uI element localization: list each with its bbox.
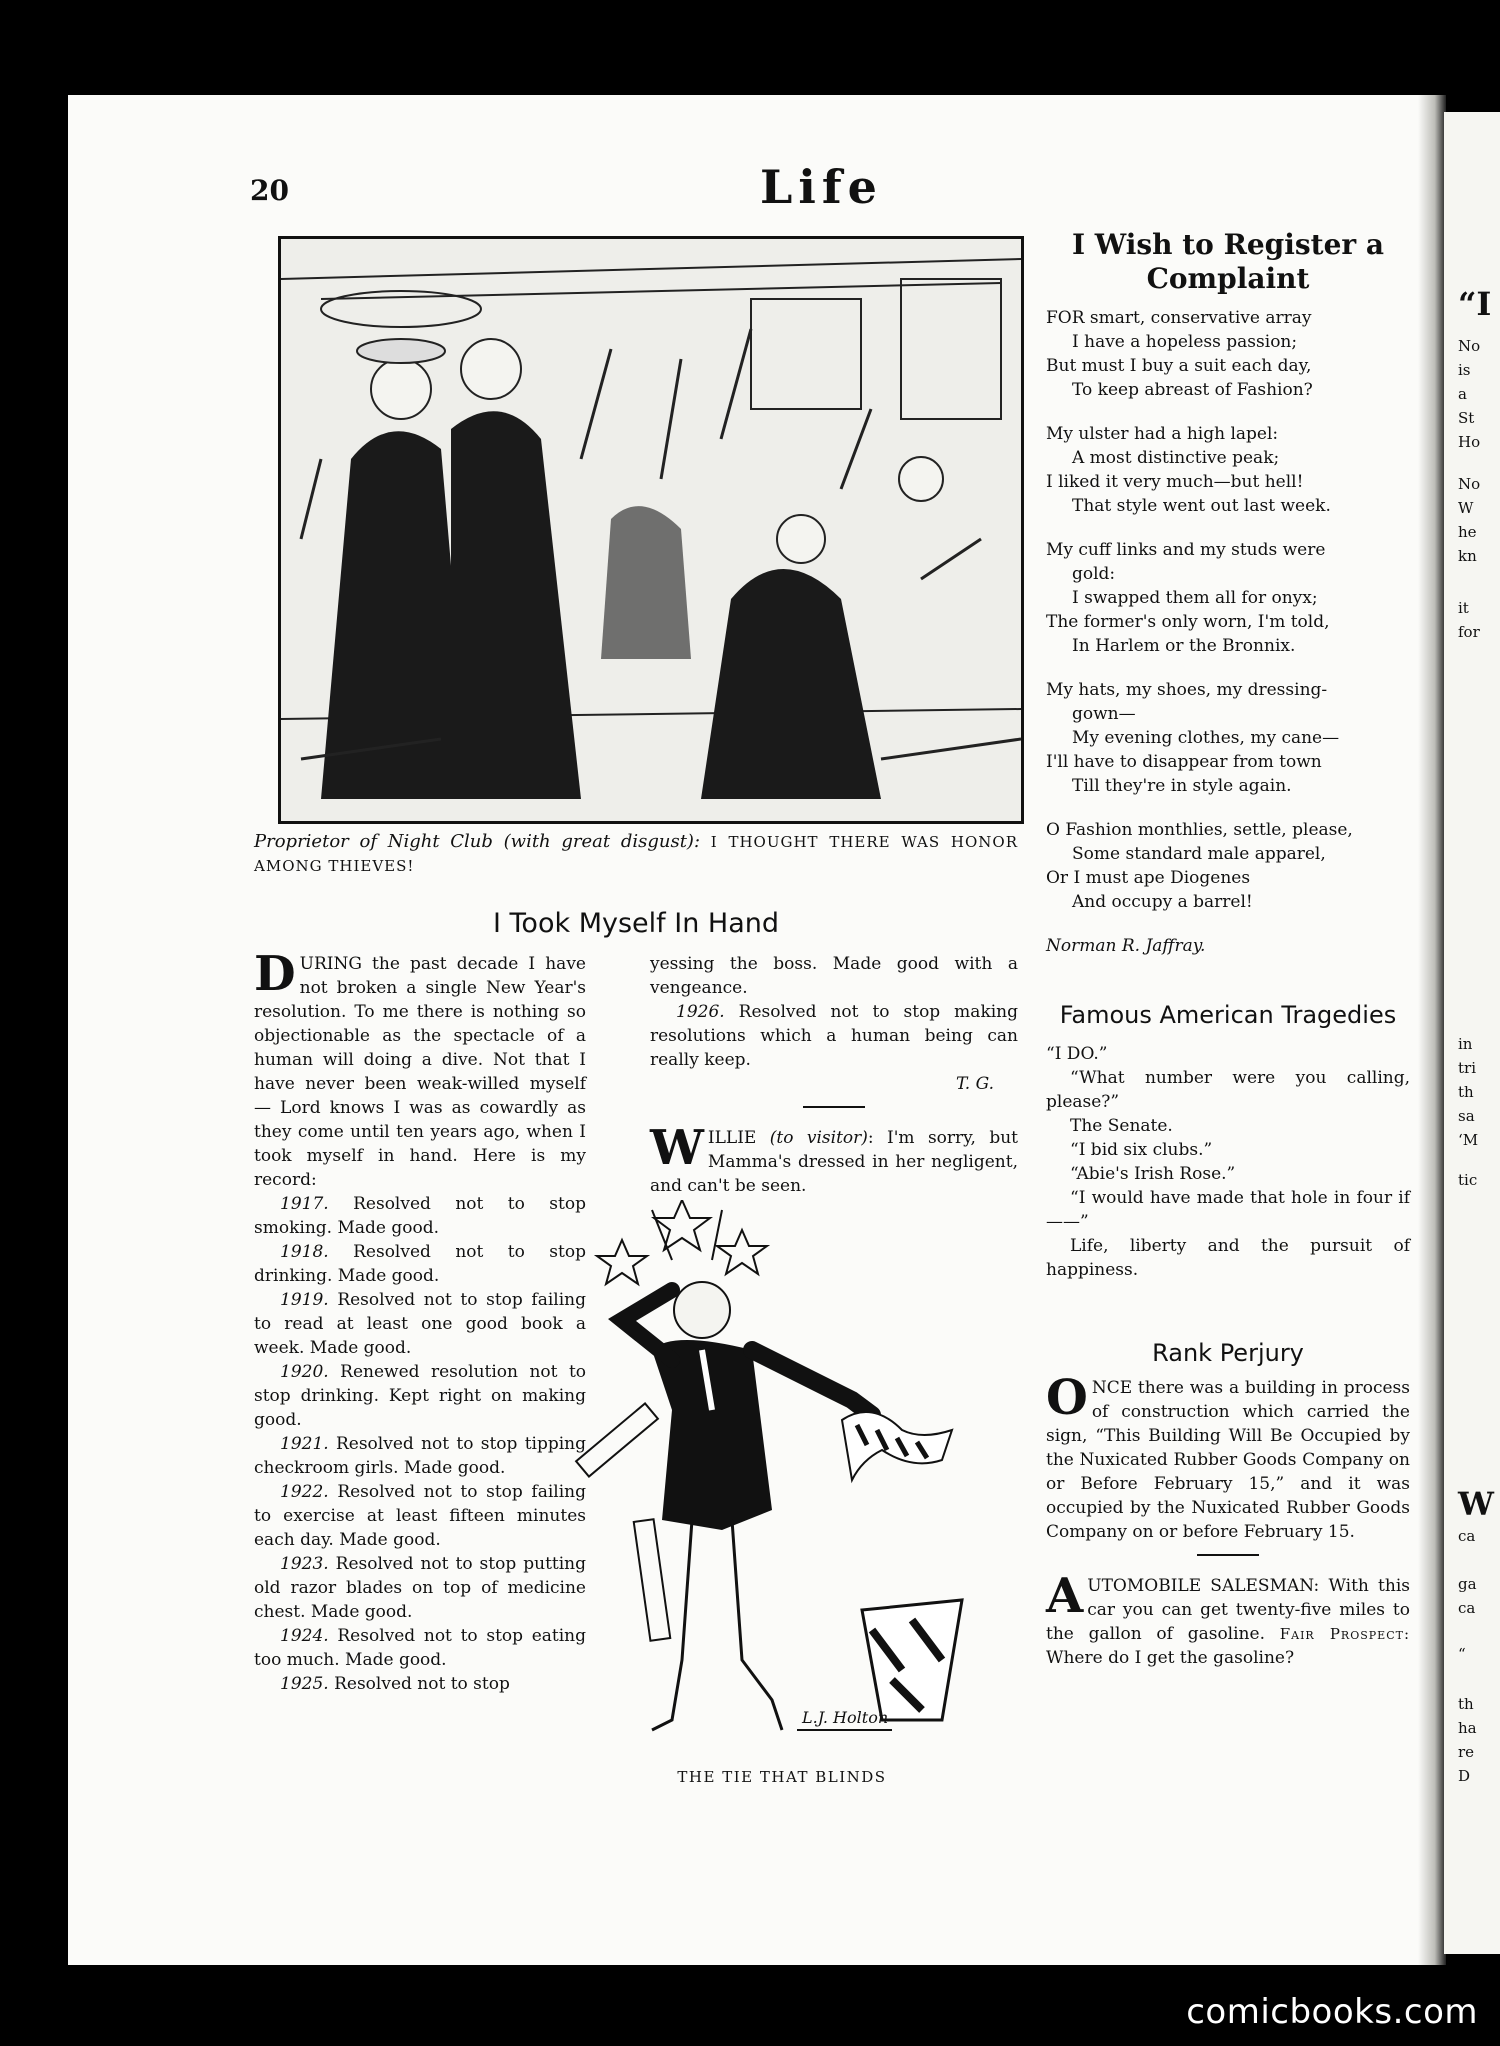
resolution-text: Resolved not to stop failing to exercise at least fifteen minutes each day. Made good. <box>254 1482 586 1550</box>
article-intro: URING the past decade I have not broken a single New Year's resolution. To me there is nothing so objectionable as the spectacle of a human will doing a dive. Not that I have never been weak-willed myself — Lord knows I was as cowardly as they come until ten years ago, when I took myself in hand. Here is my record: <box>254 954 586 1190</box>
poem-body <box>1046 306 1410 914</box>
adjacent-page-fragment: re <box>1458 1743 1475 1761</box>
adjacent-page-fragment: tri <box>1458 1059 1476 1077</box>
adjacent-page-fragment: W <box>1458 499 1474 517</box>
adjacent-page-fragment: D <box>1458 1767 1471 1785</box>
adjacent-page-fragment: ha <box>1458 1719 1477 1737</box>
article-column-right <box>650 952 1018 1198</box>
perjury-section <box>1046 1338 1410 1670</box>
adjacent-page-fragment: ca <box>1458 1599 1476 1617</box>
resolution-year: 1925. <box>280 1674 335 1694</box>
perjury-title: Rank Perjury <box>1152 1339 1304 1367</box>
poem-line: I swapped them all for onyx; <box>1072 588 1318 608</box>
cartoon-caption <box>254 830 1018 878</box>
tragedies-title: Famous American Tragedies <box>1059 1001 1397 1029</box>
resolution-entry <box>254 1360 586 1432</box>
adjacent-page-fragment: sa <box>1458 1107 1475 1125</box>
watermark: comicbooks.com <box>1186 1992 1478 2032</box>
adjacent-page-fragment: No <box>1458 475 1481 493</box>
adjacent-page-edge <box>1444 112 1500 1954</box>
resolution-text: Resolved not to stop putting old razor blades on top of medicine chest. Made good. <box>254 1554 586 1622</box>
caption-speaker: Proprietor of Night Club (with great disgust): <box>254 831 701 852</box>
entry-1926: Resolved not to stop making resolutions which a human being can really keep. <box>650 1002 1019 1070</box>
resolution-text: Resolved not to stop tipping checkroom girls. Made good. <box>254 1434 586 1478</box>
poem-line: Some standard male apparel, <box>1072 844 1326 864</box>
poem-line: To keep abreast of Fashion? <box>1072 380 1313 400</box>
tie-illustration <box>572 1200 992 1770</box>
adjacent-page-fragment: in <box>1458 1035 1473 1053</box>
poem-line: But must I buy a suit each day, <box>1046 356 1312 376</box>
reply-label: Fair Prospect: <box>1279 1625 1410 1643</box>
adjacent-page-fragment: W <box>1458 1485 1494 1523</box>
poem-section <box>1046 228 1410 958</box>
resolution-year: 1921. <box>280 1434 336 1454</box>
resolution-year: 1922. <box>280 1482 338 1502</box>
poem-line: gold: <box>1072 564 1116 584</box>
article-column-left <box>254 946 587 1696</box>
adjacent-page-fragment: it <box>1458 599 1469 617</box>
poem-stanza <box>1046 306 1410 402</box>
resolution-text: Resolved not to stop smoking. Made good. <box>254 1194 586 1238</box>
caption-quote: I THOUGHT THERE WAS HONOR AMONG THIEVES! <box>254 833 1018 875</box>
adjacent-page-fragment: th <box>1458 1695 1474 1713</box>
adjacent-page-fragment: ‘M <box>1458 1131 1479 1149</box>
poem-line: I'll have to disappear from town <box>1046 752 1322 772</box>
drop-cap: D <box>254 946 296 1002</box>
drop-cap: O <box>1046 1370 1088 1426</box>
resolution-text: Resolved not to stop drinking. Made good. <box>254 1242 586 1286</box>
poem-line: In Harlem or the Bronnix. <box>1072 636 1296 656</box>
resolution-list <box>254 1192 586 1696</box>
tragedy-line: “I bid six clubs.” <box>1070 1140 1213 1160</box>
adjacent-page-fragment: St <box>1458 409 1475 427</box>
page-gutter <box>1418 95 1446 1965</box>
willie-stage-direction: (to visitor) <box>769 1128 868 1148</box>
tragedies-body <box>1046 1042 1410 1282</box>
adjacent-page-fragment: ca <box>1458 1527 1476 1545</box>
poem-stanza <box>1046 818 1410 914</box>
tragedy-line: “I DO.” <box>1046 1044 1108 1064</box>
poem-line: My evening clothes, my cane— <box>1072 728 1340 748</box>
poem-line: A most distinctive peak; <box>1072 448 1280 468</box>
adjacent-page-fragment: th <box>1458 1083 1474 1101</box>
resolution-entry <box>254 1552 586 1624</box>
poem-line: My ulster had a high lapel: <box>1046 424 1279 444</box>
poem-line: I have a hopeless passion; <box>1072 332 1298 352</box>
adjacent-page-fragment: he <box>1458 523 1477 541</box>
poem-line: And occupy a barrel! <box>1072 892 1253 912</box>
tragedy-line: “Abie's Irish Rose.” <box>1070 1164 1236 1184</box>
drop-cap: A <box>1046 1568 1084 1624</box>
tragedy-line: Life, liberty and the pursuit of happiness. <box>1046 1236 1410 1280</box>
resolution-text: Resolved not to stop eating too much. Made good. <box>254 1626 587 1670</box>
willie-name: ILLIE <box>707 1128 757 1148</box>
tragedy-line: The Senate. <box>1070 1116 1173 1136</box>
adjacent-page-fragment: tic <box>1458 1171 1478 1189</box>
poem-signature: Norman R. Jaffray. <box>1046 936 1206 956</box>
adjacent-page-fragment: is <box>1458 361 1471 379</box>
poem-line: gown— <box>1072 704 1136 724</box>
article-signature: T. G. <box>955 1074 994 1094</box>
adjacent-page-fragment: No <box>1458 337 1481 355</box>
adjacent-page-fragment: for <box>1458 623 1480 641</box>
poem-line: The former's only worn, I'm told, <box>1046 612 1330 632</box>
resolution-entry <box>254 1288 586 1360</box>
divider-rule <box>803 1106 865 1108</box>
poem-line: My cuff links and my studs were <box>1046 540 1326 560</box>
resolution-entry <box>254 1192 586 1240</box>
poem-line: Or I must ape Diogenes <box>1046 868 1251 888</box>
willie-line: : I'm sorry, but Mamma's dressed in her negligent, and can't be seen. <box>650 1128 1018 1196</box>
poem-line: My hats, my shoes, my dressing- <box>1046 680 1328 700</box>
adjacent-page-fragment: kn <box>1458 547 1477 565</box>
poem-line: FOR smart, conservative array <box>1046 308 1312 328</box>
divider-rule <box>1197 1554 1259 1556</box>
salesman-label: UTOMOBILE SALESMAN: <box>1087 1576 1320 1596</box>
resolution-year: 1923. <box>280 1554 336 1574</box>
resolution-entry <box>254 1432 586 1480</box>
night-club-cartoon <box>278 236 1024 824</box>
resolution-year: 1919. <box>280 1290 338 1310</box>
adjacent-page-fragment: ga <box>1458 1575 1477 1593</box>
resolution-text: Resolved not to stop <box>334 1674 510 1694</box>
resolution-entry <box>254 1240 586 1288</box>
artist-signature: L.J. Holton <box>802 1708 889 1727</box>
resolution-entry <box>254 1672 586 1696</box>
illustration-caption: THE TIE THAT BLINDS <box>677 1768 887 1786</box>
tragedies-section <box>1046 1000 1410 1282</box>
tragedy-line: “I would have made that hole in four if——” <box>1046 1188 1410 1232</box>
man-with-tie-drawing <box>572 1200 992 1770</box>
poem-stanza <box>1046 422 1410 518</box>
reply-text: Where do I get the gasoline? <box>1046 1648 1295 1668</box>
poem-line: I liked it very much—but hell! <box>1046 472 1304 492</box>
resolution-entry <box>254 1624 586 1672</box>
salesman-text: With this car you can get twenty-five miles to the gallon of gasoline. <box>1046 1576 1410 1644</box>
poem-line: O Fashion monthlies, settle, please, <box>1046 820 1353 840</box>
resolution-text: Resolved not to stop failing to read at least one good book a week. Made good. <box>254 1290 586 1358</box>
masthead: Life <box>760 160 883 214</box>
poem-stanza <box>1046 538 1410 658</box>
resolution-year: 1924. <box>280 1626 338 1646</box>
resolution-entry <box>254 1480 586 1552</box>
resolution-year: 1918. <box>280 1242 354 1262</box>
article-title-took-myself: I Took Myself In Hand <box>492 908 779 939</box>
poem-title: I Wish to Register a Complaint <box>1071 228 1385 295</box>
resolution-year: 1917. <box>280 1194 354 1214</box>
adjacent-page-fragment: “ <box>1458 1645 1466 1663</box>
poem-line: That style went out last week. <box>1072 496 1331 516</box>
resolution-text: Renewed resolution not to stop drinking. Kept right on making good. <box>254 1362 587 1430</box>
resolution-year: 1920. <box>280 1362 341 1382</box>
adjacent-page-fragment: Ho <box>1458 433 1481 451</box>
article-continuation: yessing the boss. Made good with a vengeance. <box>650 954 1018 998</box>
poem-line: Till they're in style again. <box>1072 776 1292 796</box>
adjacent-page-fragment: “I <box>1458 285 1492 323</box>
poem-stanza <box>1046 678 1410 798</box>
year-1926: 1926. <box>676 1002 725 1022</box>
drop-cap: W <box>650 1120 704 1176</box>
page-number: 20 <box>250 174 289 207</box>
night-club-drawing <box>281 239 1021 821</box>
perjury-text: NCE there was a building in process of construction which carried the sign, “This Building Will Be Occupied by the Nuxicated Rubber Goods Company on or Before February 15,” and it was occupied by the Nuxicated Rubber Goods Company on or before February 15. <box>1046 1378 1410 1542</box>
adjacent-page-fragment: a <box>1458 385 1467 403</box>
tragedy-line: “What number were you calling, please?” <box>1046 1068 1410 1112</box>
